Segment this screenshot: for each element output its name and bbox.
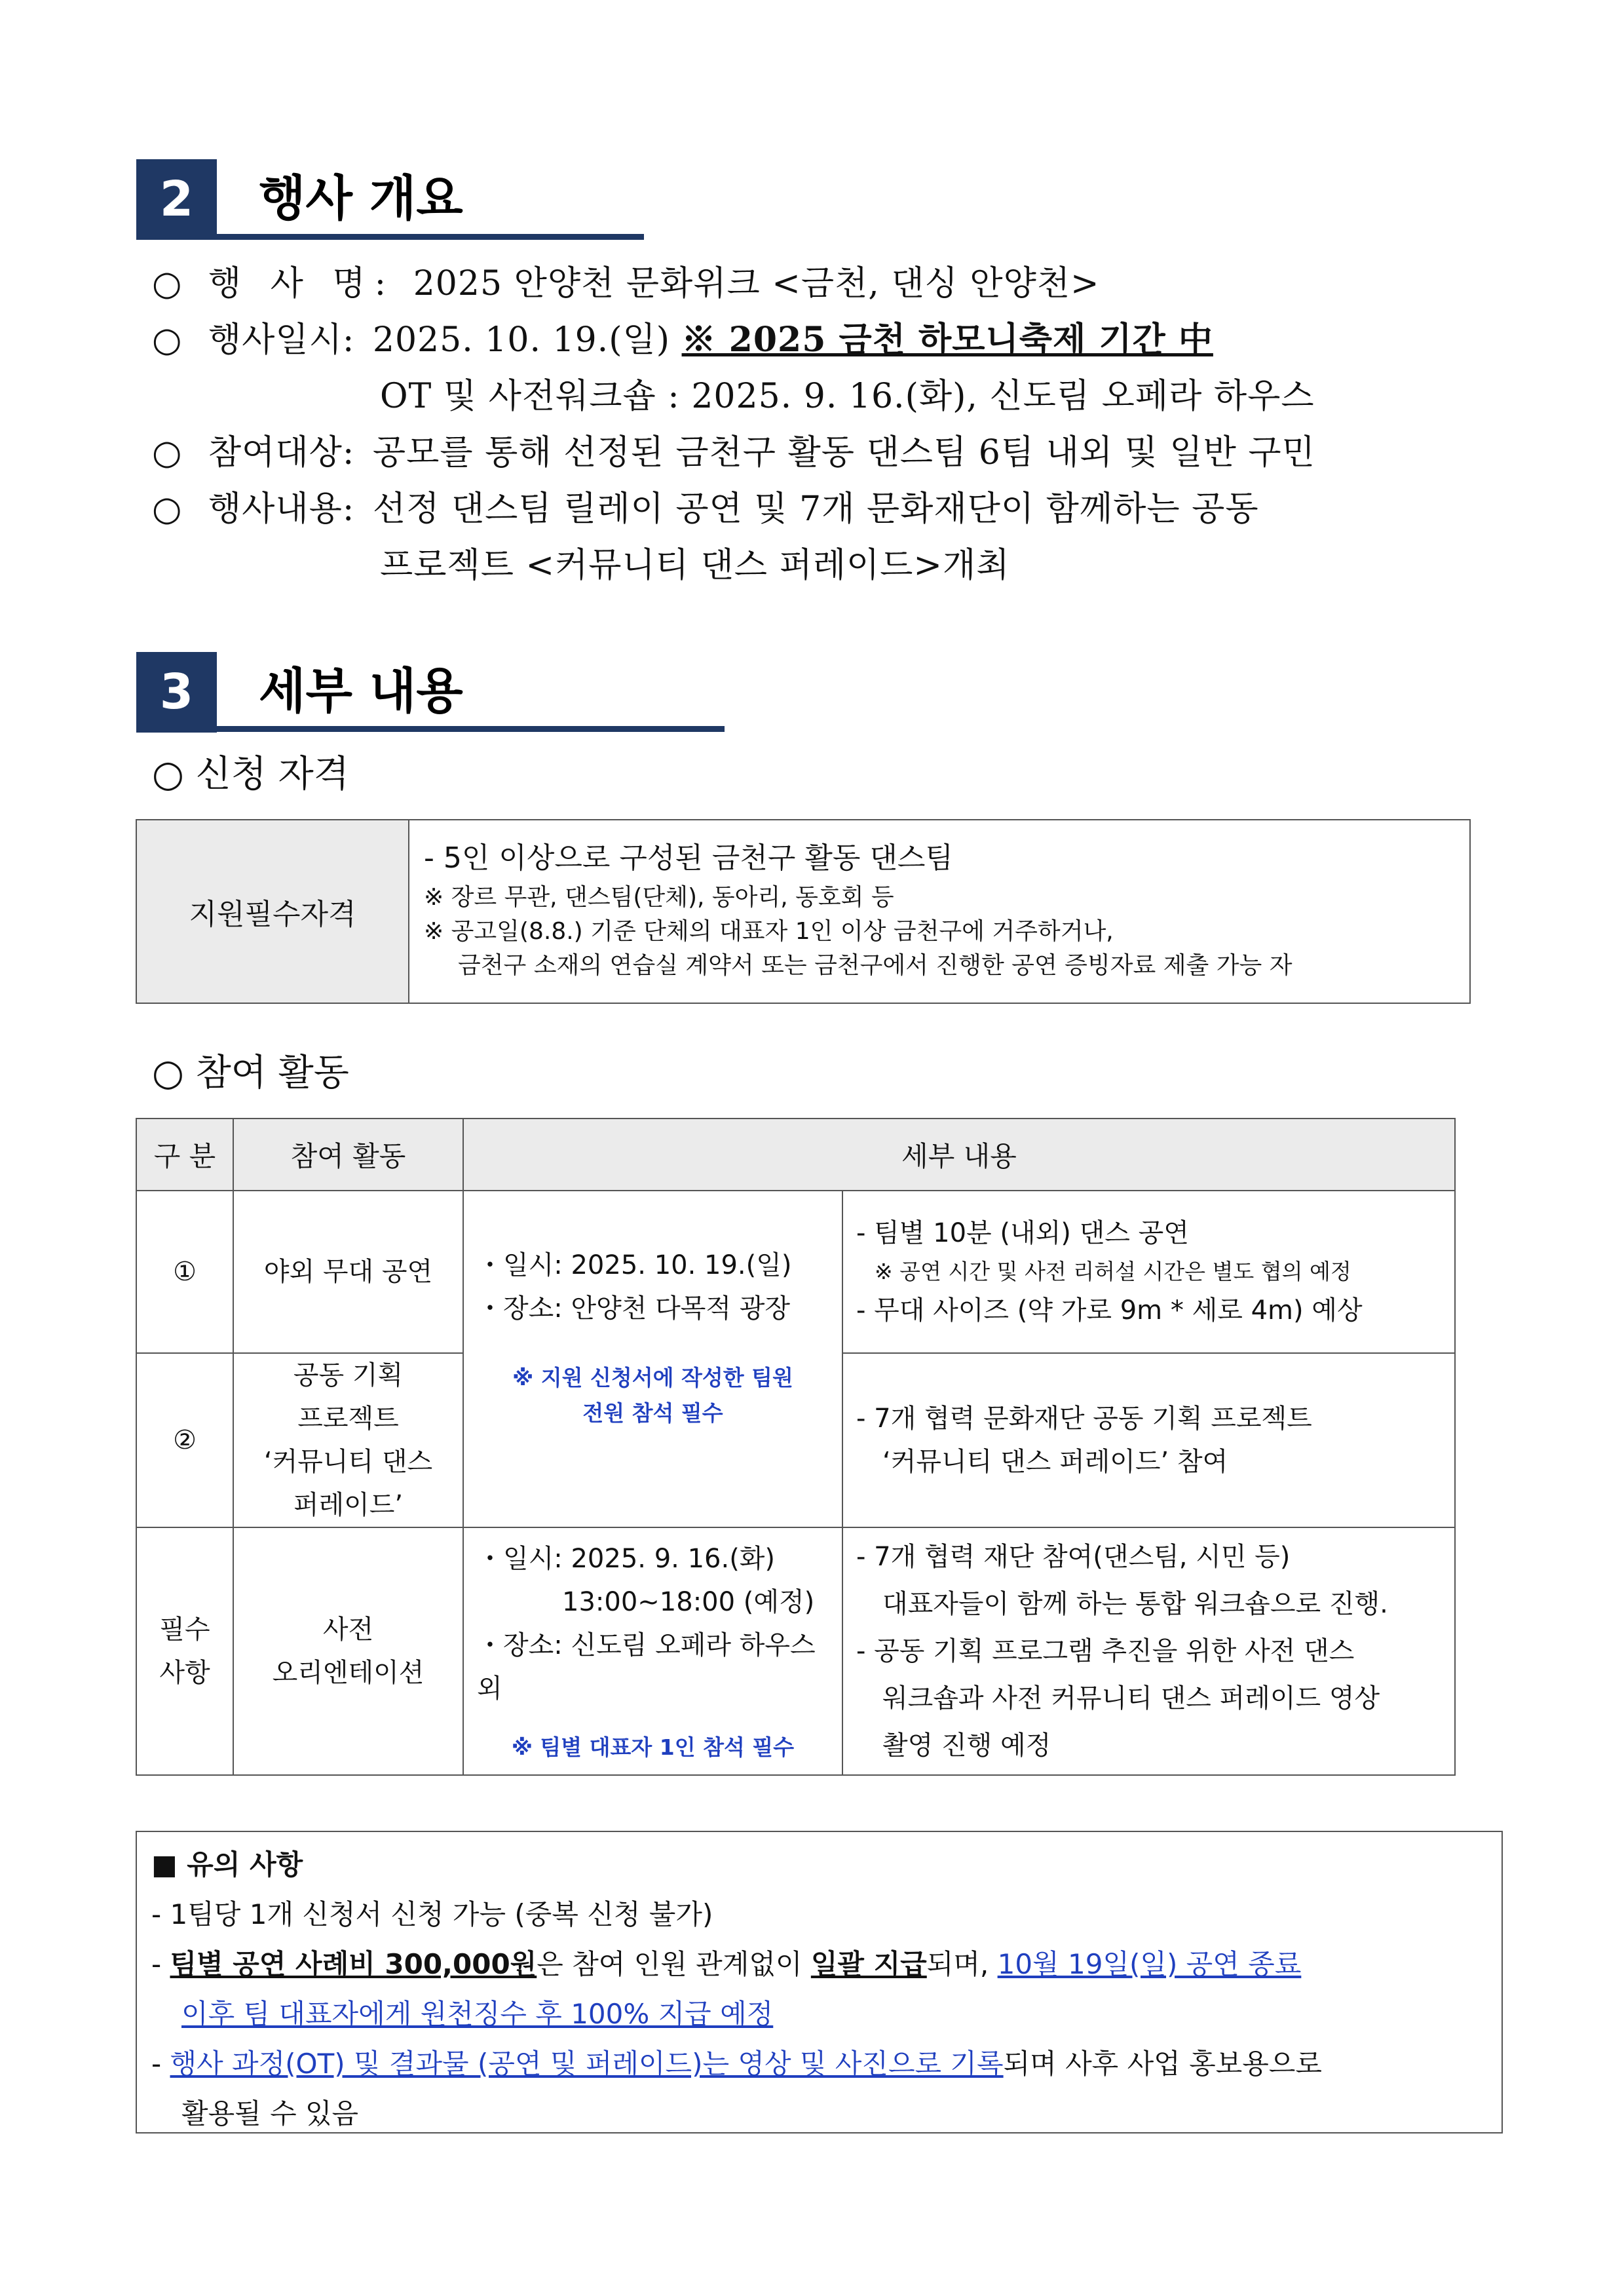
row3-detail-4: 워크숍과 사전 커뮤니티 댄스 퍼레이드 영상 bbox=[882, 1683, 1380, 1713]
activity-table bbox=[136, 1118, 1456, 1776]
row3-detail bbox=[842, 1527, 1455, 1775]
row3-name-2: 오리엔테이션 bbox=[272, 1658, 425, 1688]
notice-line-2 bbox=[151, 1940, 1487, 1989]
section-3-title: 세부 내용 bbox=[259, 663, 463, 719]
row3-must: ※ 팀별 대표자 1인 참석 필수 bbox=[511, 1734, 795, 1760]
row2-name bbox=[233, 1353, 463, 1527]
value-event-name: 2025 안양천 문화위크 <금천, 댄싱 안양천> bbox=[413, 264, 1100, 303]
row3-num-2: 사항 bbox=[159, 1658, 210, 1688]
overview-content bbox=[152, 486, 1259, 532]
row3-when: ・일시: 2025. 9. 16.(화) bbox=[477, 1544, 776, 1574]
row3-where: ・장소: 신도림 오페라 하우스 외 bbox=[477, 1630, 816, 1704]
overview-content-cont: 프로젝트 <커뮤니티 댄스 퍼레이드>개최 bbox=[380, 546, 1010, 585]
notice-title: ■ 유의 사항 bbox=[151, 1848, 303, 1881]
row1-detail-3: - 무대 사이즈 (약 가로 9m * 세로 4m) 예상 bbox=[856, 1295, 1363, 1326]
row1-must-2: 전원 참석 필수 bbox=[582, 1400, 723, 1426]
payment-date-link[interactable]: 10월 19일(일) 공연 종료 bbox=[997, 1948, 1302, 1980]
bullet-circle: ○ bbox=[152, 320, 183, 360]
qualification-main: - 5인 이상으로 구성된 금천구 활동 댄스팀 bbox=[424, 841, 953, 875]
notice-line-5: 활용될 수 있음 bbox=[181, 2097, 359, 2130]
qualification-body bbox=[409, 820, 1470, 1003]
col-detail: 세부 내용 bbox=[463, 1119, 1455, 1191]
notice-line-2-dash: - bbox=[151, 1948, 170, 1980]
overview-event-date bbox=[152, 317, 1213, 363]
label-event-date: 행사일시: bbox=[208, 320, 355, 360]
overview-event-name bbox=[152, 261, 1100, 307]
row2-detail-2: ‘커뮤니티 댄스 퍼레이드’ 참여 bbox=[882, 1447, 1228, 1477]
row2-name-1: 공동 기획 bbox=[293, 1360, 404, 1390]
row1-num: ① bbox=[136, 1191, 233, 1353]
section-2-title: 행사 개요 bbox=[259, 170, 463, 227]
record-note-link[interactable]: 행사 과정(OT) 및 결과물 (공연 및 퍼레이드)는 영상 및 사진으로 기록 bbox=[170, 2048, 1004, 2080]
notice-line-4-dash: - bbox=[151, 2048, 170, 2080]
row3-detail-5: 촬영 진행 예정 bbox=[882, 1731, 1051, 1761]
row1-schedule bbox=[463, 1191, 842, 1527]
notice-line-4 bbox=[151, 2039, 1487, 2089]
festival-note: ※ 2025 금천 하모니축제 기간 中 bbox=[681, 320, 1213, 360]
row2-name-4: 퍼레이드’ bbox=[293, 1490, 404, 1520]
row3-detail-3: - 공동 기획 프로그램 추진을 위한 사전 댄스 bbox=[856, 1636, 1355, 1666]
bullet-circle: ○ bbox=[152, 433, 183, 472]
qualification-header: 지원필수자격 bbox=[136, 820, 409, 1003]
row3-name-1: 사전 bbox=[322, 1615, 374, 1645]
row1-detail-2: ※ 공연 시간 및 사전 리허설 시간은 별도 협의 예정 bbox=[875, 1259, 1351, 1284]
row2-num: ② bbox=[136, 1353, 233, 1527]
value-content: 선정 댄스팀 릴레이 공연 및 7개 문화재단이 함께하는 공동 bbox=[372, 489, 1259, 529]
performance-fee: 팀별 공연 사례비 300,000원 bbox=[170, 1948, 537, 1980]
row3-name bbox=[233, 1527, 463, 1775]
notice-line-2-text: 은 참여 인원 관계없이 bbox=[537, 1948, 811, 1980]
subheading-qualification: ○ 신청 자격 bbox=[152, 753, 349, 795]
row1-when: ・일시: 2025. 10. 19.(일) bbox=[477, 1250, 792, 1280]
row3-schedule bbox=[463, 1527, 842, 1775]
section-2-rule bbox=[136, 234, 644, 240]
row1-detail-1: - 팀별 10분 (내외) 댄스 공연 bbox=[856, 1218, 1189, 1248]
section-2-number: 2 bbox=[136, 159, 217, 240]
section-3-rule bbox=[136, 726, 725, 732]
row2-detail bbox=[842, 1353, 1455, 1527]
row2-detail-1: - 7개 협력 문화재단 공동 기획 프로젝트 bbox=[856, 1404, 1312, 1434]
overview-ot-date: OT 및 사전워크숍 : 2025. 9. 16.(화), 신도림 오페라 하우스 bbox=[380, 377, 1315, 416]
label-event-name: 행 사 명: bbox=[208, 264, 396, 303]
lump-sum: 일괄 지급 bbox=[810, 1948, 927, 1980]
overview-target bbox=[152, 430, 1315, 476]
row1-name: 야외 무대 공연 bbox=[233, 1191, 463, 1353]
notice-line-3[interactable]: 이후 팀 대표자에게 원천징수 후 100% 지급 예정 bbox=[181, 1998, 774, 2030]
section-3-number: 3 bbox=[136, 652, 217, 733]
notice-line-4-text: 되며 사후 사업 홍보용으로 bbox=[1003, 2048, 1322, 2080]
col-activity: 참여 활동 bbox=[233, 1119, 463, 1191]
subheading-activity: ○ 참여 활동 bbox=[152, 1052, 349, 1094]
label-target: 참여대상: bbox=[208, 433, 355, 472]
qualification-note-3: 금천구 소재의 연습실 계약서 또는 금천구에서 진행한 공연 증빙자료 제출 가능 자 bbox=[458, 952, 1293, 979]
label-content: 행사내용: bbox=[208, 489, 355, 529]
row3-detail-1: - 7개 협력 재단 참여(댄스팀, 시민 등) bbox=[856, 1542, 1291, 1572]
notice-box bbox=[136, 1831, 1503, 2133]
row1-must-1: ※ 지원 신청서에 작성한 팀원 bbox=[512, 1365, 793, 1390]
row3-num-1: 필수 bbox=[159, 1615, 210, 1645]
notice-line-1: - 1팀당 1개 신청서 신청 가능 (중복 신청 불가) bbox=[151, 1898, 713, 1930]
bullet-circle: ○ bbox=[152, 489, 183, 529]
row3-num bbox=[136, 1527, 233, 1775]
bullet-circle: ○ bbox=[152, 264, 183, 303]
row1-where: ・장소: 안양천 다목적 광장 bbox=[477, 1293, 791, 1324]
qualification-note-1: ※ 장르 무관, 댄스팀(단체), 동아리, 동호회 등 bbox=[424, 884, 894, 911]
value-event-date: 2025. 10. 19.(일) bbox=[372, 320, 671, 360]
row1-detail bbox=[842, 1191, 1455, 1353]
notice-line-2-text-b: 되며, bbox=[926, 1948, 998, 1980]
qualification-note-2: ※ 공고일(8.8.) 기준 단체의 대표자 1인 이상 금천구에 거주하거나, bbox=[424, 918, 1114, 945]
row2-name-3: ‘커뮤니티 댄스 bbox=[263, 1447, 433, 1477]
row3-time: 13:00~18:00 (예정) bbox=[562, 1587, 815, 1617]
row2-name-2: 프로젝트 bbox=[297, 1404, 399, 1434]
col-category: 구 분 bbox=[136, 1119, 233, 1191]
value-target: 공모를 통해 선정된 금천구 활동 댄스팀 6팀 내외 및 일반 구민 bbox=[372, 433, 1315, 472]
qualification-table bbox=[136, 819, 1471, 1004]
row3-detail-2: 대표자들이 함께 하는 통합 워크숍으로 진행. bbox=[882, 1589, 1388, 1619]
